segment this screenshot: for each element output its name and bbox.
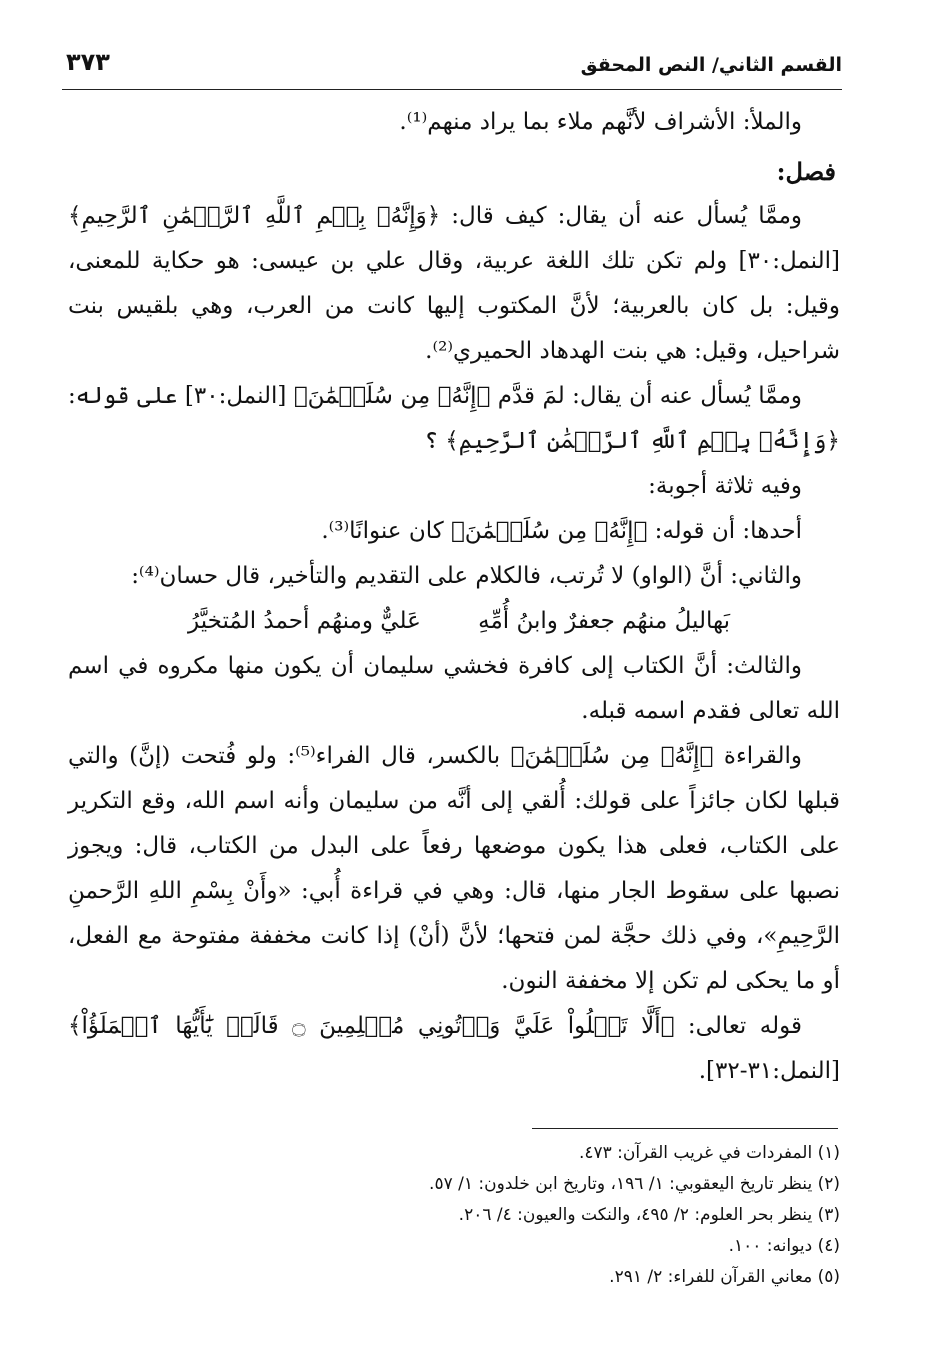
footnote: (٤) ديوانه: ١٠٠. xyxy=(728,1236,840,1256)
footnote: (١) المفردات في غريب القرآن: ٤٧٣. xyxy=(578,1143,840,1163)
running-title: القسم الثاني/ النص المحقق xyxy=(580,54,842,76)
paragraph-6: والثاني: أنَّ (الواو) لا تُرتب، فالكلام على التقديم والتأخير، قال حسان⁽⁴⁾: xyxy=(131,563,802,589)
paragraph-1: والملأ: الأشراف لأنَّهم ملاء بما يراد منهم⁽¹⁾. xyxy=(399,109,802,135)
footnote-rule xyxy=(532,1128,838,1129)
footnotes xyxy=(120,1138,840,1293)
paragraph-4: وفيه ثلاثة أجوبة: xyxy=(648,473,802,499)
paragraph-2: وممَّا يُسأل عنه أن يقال: كيف قال: ﴿وَإِنَّهُۥ بِسۡمِ ٱللَّهِ ٱلرَّحۡمَٰنِ ٱلرَّحِيمِ﴾ [النمل:٣٠] ولم تكن تلك اللغة عربية، وقال علي بن عيسى: هو حكاية للمعنى، وقيل: بل كان بالعربية؛ لأنَّ المكتوب إليها كانت من العرب، وهي بلقيس بنت شراحيل، وقيل: هي بنت الهدهاد الحميري⁽²⁾. xyxy=(68,203,840,364)
main-text xyxy=(68,100,840,1094)
paragraph-7: والثالث: أنَّ الكتاب إلى كافرة فخشي سليمان أن يكون منها مكروه في اسم الله تعالى فقدم اسمه قبله. xyxy=(68,653,840,724)
footnote: (٣) ينظر بحر العلوم: ٢/ ٤٩٥، والنكت والعيون: ٤/ ٢٠٦. xyxy=(458,1205,840,1225)
paragraph-5: أحدها: أن قوله: ﴿إِنَّهُۥ مِن سُلَيۡمَٰنَ﴾ كان عنوانًا⁽³⁾. xyxy=(321,518,802,544)
paragraph-3: وممَّا يُسأل عنه أن يقال: لمَ قدَّم ﴿إِنَّهُۥ مِن سُلَيۡمَٰنَ﴾ [النمل:٣٠] على قوله: ﴿وَإِنَّهُۥ بِسۡمِ ٱللَّهِ ٱلرَّحۡمَٰنِ ٱلرَّحِيمِ﴾ ؟ xyxy=(68,383,840,454)
paragraph-9: قوله تعالى: ﴿أَلَّا تَعۡلُواْ عَلَيَّ وَأۡتُونِي مُسۡلِمِينَ ۝ قَالَتۡ يَٰٓأَيُّهَا ٱلۡمَلَؤُاْ﴾ [النمل:٣١-٣٢]. xyxy=(68,1013,840,1084)
footnote: (٢) ينظر تاريخ اليعقوبي: ١/ ١٩٦، وتاريخ ابن خلدون: ١/ ٥٧. xyxy=(429,1174,840,1194)
page-header xyxy=(62,40,842,90)
verse-first-hemistich: بَهاليلُ منهُم جعفرٌ وابنُ أُمِّهِ xyxy=(478,608,730,634)
page-number: ٣٧٣ xyxy=(66,48,110,76)
paragraph-8: والقراءة ﴿إِنَّهُۥ مِن سُلَيۡمَٰنَ﴾ بالكسر، قال الفراء⁽⁵⁾: ولو فُتحت (إنَّ) والتي قبلها لكان جائزاً على قولك: أُلقي إلى أنَّه من سليمان وأنه اسم الله، وقع التكرير على الكتاب، فعلى هذا يكون موضعها رفعاً على البدل من الكتاب، قال: ويجوز نصبها على سقوط الجار منها، قال: وهي في قراءة أُبي: «وأَنْ بِسْمِ اللهِ الرَّحمنِ الرَّحِيمِ»، وفي ذلك حجَّة لمن فتحها؛ لأنَّ (أنْ) إذا كانت مخففة مفتوحة مع الفعل، أو ما يحكى لم تكن إلا مخففة النون. xyxy=(68,743,840,994)
verse-second-hemistich: عَليٌّ ومنهُم أحمدُ المُتخيَّرُ xyxy=(188,608,421,634)
header-rule xyxy=(62,89,842,90)
footnote: (٥) معاني القرآن للفراء: ٢/ ٢٩١. xyxy=(609,1267,840,1287)
section-heading: فصل: xyxy=(776,157,836,186)
poetry-verse xyxy=(68,599,840,644)
